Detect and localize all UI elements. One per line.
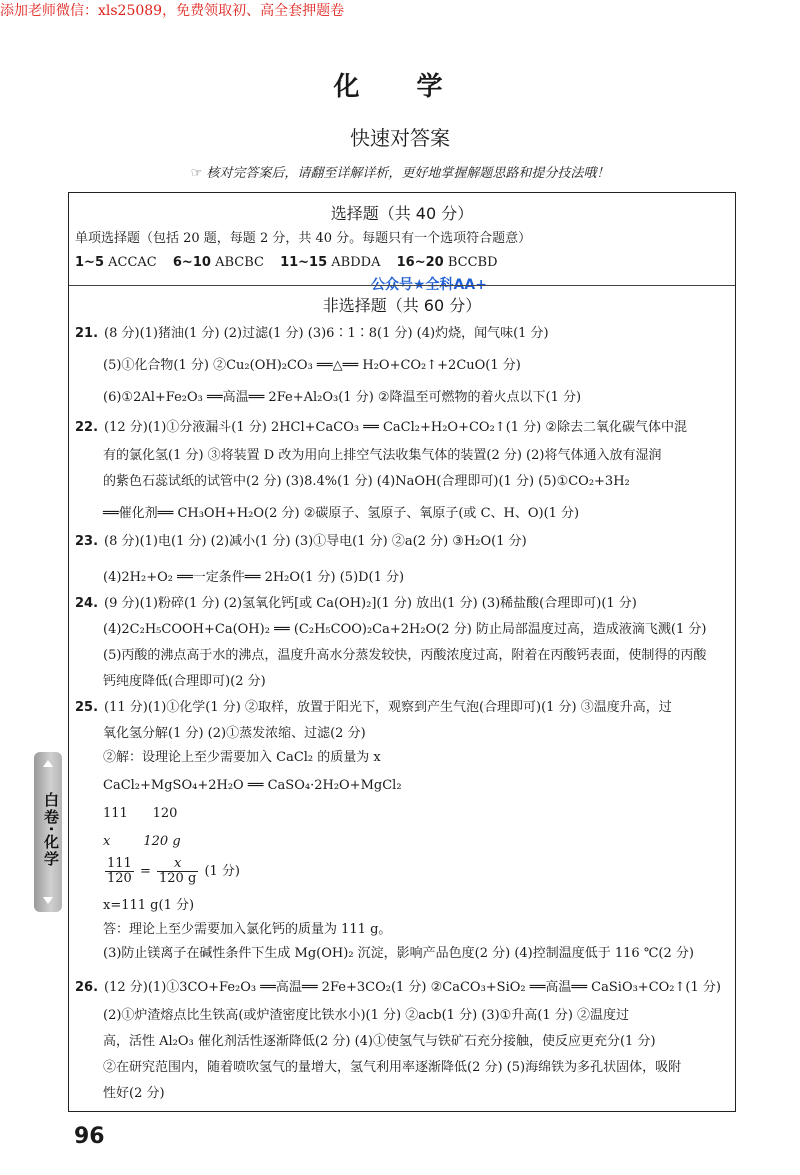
q24-line2: (4)2C₂H₅COOH+Ca(OH)₂ ══ (C₂H₅COO)₂Ca+2H₂O(2 分) 防止局部温度过高，造成液滴飞溅(1 分) <box>103 622 707 637</box>
question-22: 22. (12 分)(1)①分液漏斗(1 分) 2HCl+CaCO₃ ══ CaCl₂+H₂O+CO₂↑(1 分) ②除去二氧化碳气体中混 <box>75 420 688 435</box>
side-tab-label: 白卷·化学 <box>42 792 60 868</box>
triangle-down-icon <box>43 897 53 904</box>
triangle-up-icon <box>43 760 53 767</box>
q25-fraction: $\frac{111}{120}$ = $\frac{x}{120 g}$ (1 分) <box>107 856 240 886</box>
public-account-watermark: 公众号★全科AA+ <box>371 277 487 293</box>
q21-line3: (6)①2Al+Fe₂O₃ ══高温══ 2Fe+Al₂O₃(1 分) ②降温至可燃物的着火点以下(1 分) <box>103 390 582 405</box>
q26-line4: ②在研究范围内，随着喷吹氢气的量增大，氢气利用率逐渐降低(2 分) (5)海绵铁为多孔状固体，吸附 <box>103 1060 682 1075</box>
tip-line <box>0 162 800 181</box>
page-subtitle: 快速对答案 <box>350 126 450 150</box>
section-choice-instruction: 单项选择题（包括 20 题，每题 2 分，共 40 分。每题只有一个选项符合题意） <box>75 231 532 246</box>
page-number: 96 <box>74 1124 105 1149</box>
section-nonchoice-title: 非选择题（共 60 分） <box>322 296 482 315</box>
q25-ratio-bottom: x 120 g <box>103 834 181 849</box>
side-tab <box>34 752 62 912</box>
q25-result: x=111 g(1 分) <box>103 898 195 913</box>
q24-line3: (5)丙酸的沸点高于水的沸点，温度升高水分蒸发较快，丙酸浓度过高，附着在丙酸钙表面，使制得的丙酸 <box>103 648 707 663</box>
q22-line2: 有的氯化氢(1 分) ③将装置 D 改为用向上排空气法收集气体的装置(2 分) (2)将气体通入放有湿润 <box>103 448 662 463</box>
answer-box <box>68 192 736 1112</box>
q24-line4: 钙纯度降低(合理即可)(2 分) <box>103 674 266 689</box>
question-26: 26. (12 分)(1)①3CO+Fe₂O₃ ══高温══ 2Fe+3CO₂(1 分) ②CaCO₃+SiO₂ ══高温══ CaSiO₃+CO₂↑(1 分) <box>75 980 721 995</box>
q23-line2: (4)2H₂+O₂ ══一定条件══ 2H₂O(1 分) (5)D(1 分) <box>103 570 405 585</box>
q22-line3: 的紫色石蕊试纸的试管中(2 分) (3)8.4%(1 分) (4)NaOH(合理即可)(1 分) (5)①CO₂+3H₂ <box>103 474 630 489</box>
choice-answers-row: 1~5 ACCAC 6~10 ABCBC 11~15 ABDDA 16~20 BCCBD <box>75 255 498 270</box>
q25-line2: 氧化氢分解(1 分) (2)①蒸发浓缩、过滤(2 分) <box>103 726 366 741</box>
q21-line2: (5)①化合物(1 分) ②Cu₂(OH)₂CO₃ ══△══ H₂O+CO₂↑+2CuO(1 分) <box>103 358 521 373</box>
watermark-text: 添加老师微信：xls25089，免费领取初、高全套押题卷 <box>0 3 345 19</box>
tip-text: 核对完答案后，请翻至详解详析，更好地掌握解题思路和提分技法哦！ <box>206 166 610 181</box>
section-choice-title: 选择题（共 40 分） <box>330 204 474 223</box>
question-24: 24. (9 分)(1)粉碎(1 分) (2)氢氧化钙[或 Ca(OH)₂](1 分) 放出(1 分) (3)稀盐酸(合理即可)(1 分) <box>75 596 637 611</box>
section-divider <box>69 285 735 286</box>
q25-equation: CaCl₂+MgSO₄+2H₂O ══ CaSO₄·2H₂O+MgCl₂ <box>103 778 402 793</box>
q26-line5: 性好(2 分) <box>103 1086 165 1101</box>
pointing-hand-icon: ☞ <box>190 166 203 181</box>
q25-answer: 答：理论上至少需要加入氯化钙的质量为 111 g。 <box>103 922 392 937</box>
question-25: 25. (11 分)(1)①化学(1 分) ②取样，放置于阳光下，观察到产生气泡(合理即可)(1 分) ③温度升高，过 <box>75 700 672 715</box>
q25-ratio-top: 111 120 <box>103 806 178 821</box>
q22-line4: ══催化剂══ CH₃OH+H₂O(2 分) ②碳原子、氢原子、氧原子(或 C、H、O)(1 分) <box>103 506 580 521</box>
q25-line3: ②解：设理论上至少需要加入 CaCl₂ 的质量为 x <box>103 750 381 765</box>
page-title: 化 学 <box>333 72 467 102</box>
question-23: 23. (8 分)(1)电(1 分) (2)减小(1 分) (3)①导电(1 分) ②a(2 分) ③H₂O(1 分) <box>75 534 527 549</box>
q26-line2: (2)①炉渣熔点比生铁高(或炉渣密度比铁水小)(1 分) ②acb(1 分) (3)①升高(1 分) ②温度过 <box>103 1008 630 1023</box>
q26-line3: 高，活性 Al₂O₃ 催化剂活性逐渐降低(2 分) (4)①使氢气与铁矿石充分接触，使反应更充分(1 分) <box>103 1034 656 1049</box>
question-21: 21. (8 分)(1)猪油(1 分) (2)过滤(1 分) (3)6∶1∶8(1 分) (4)灼烧，闻气味(1 分) <box>75 326 549 341</box>
q25-line10: (3)防止镁离子在碱性条件下生成 Mg(OH)₂ 沉淀，影响产品色度(2 分) (4)控制温度低于 116 ℃(2 分) <box>103 946 694 961</box>
